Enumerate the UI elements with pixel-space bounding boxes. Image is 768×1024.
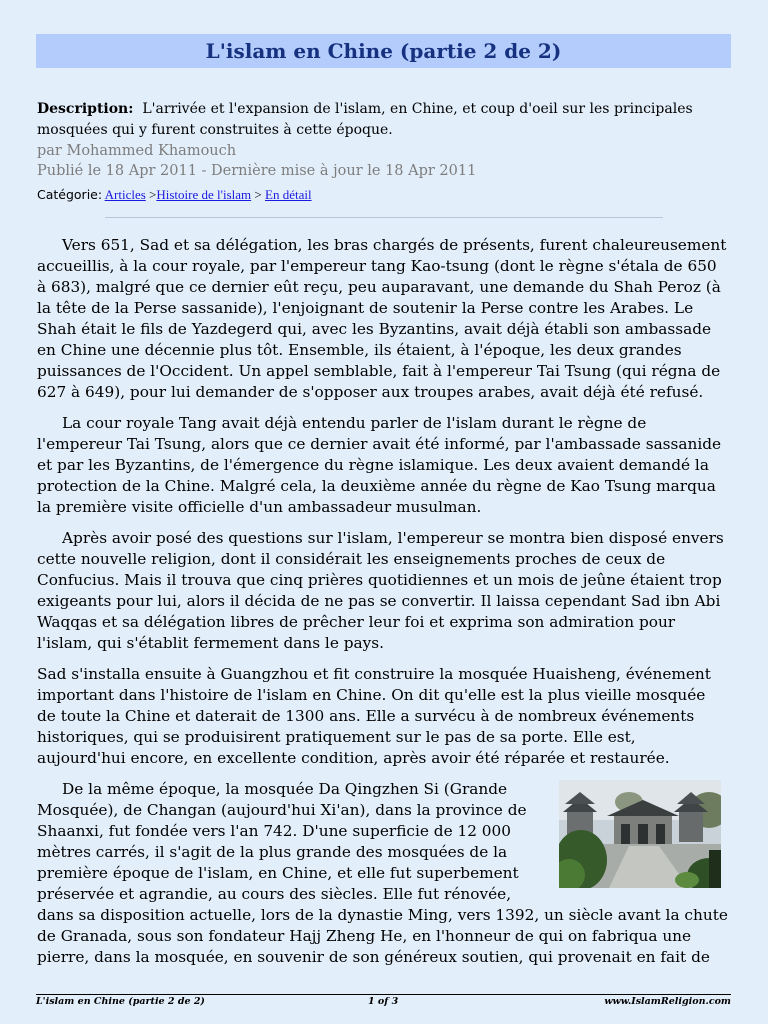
paragraph: La cour royale Tang avait déjà entendu parler de l'islam durant le règne de l'empereur Tai Tsung, alors que ce dernier avait été informé, par l'ambassade sassanide et par les Byzantins, de l'émergence du règne islamique. Les deux avaient demandé la protection de la Chine. Malgré cela, la deuxième année du règne de Kao Tsung marqua la première visite officielle d'un ambassadeur musulman. (37, 414, 722, 516)
paragraph: Vers 651, Sad et sa délégation, les bras chargés de présents, furent chaleureusement accueillis, à la cour royale, par l'empereur tang Kao-tsung (dont le règne s'étala de 650 à 683), malgré que ce dernier eût reçu, peu auparavant, une demande du Shah Peroz (à la tête de la Perse sassanide), l'enjoignant de soutenir la Perse contre les Arabes. Le Shah était le fils de Yazdegerd qui, avec les Byzantins, avait déjà établi son ambassade en Chine une décennie plus tôt. Ensemble, ils étaient, à l'époque, les deux grandes puissances de l'Occident. Un appel semblable, fait à l'empereur Tai Tsung (qui régna de 627 à 649), pour lui demander de s'opposer aux troupes arabes, avait déjà été refusé. (37, 236, 727, 401)
page-footer (36, 996, 731, 1010)
footer-divider (36, 994, 731, 995)
breadcrumb-separator: > (254, 187, 262, 202)
paragraph: Après avoir posé des questions sur l'islam, l'empereur se montra bien disposé envers cette nouvelle religion, dont il considérait les enseignements proches de ceux de Confucius. Mais il trouva que cinq prières quotidiennes et un mois de jeûne étaient trop exigeants pour lui, alors il décida de ne pas se convertir. Il laissa cependant Sad ibn Abi Waqqas et sa délégation libres de prêcher leur foi et exprima son admiration pour l'islam, qui s'établit fermement dans le pays. (37, 529, 724, 652)
article-body (37, 235, 729, 978)
description-text: L'arrivée et l'expansion de l'islam, en Chine, et coup d'oeil sur les principales mosquées qui y furent construites à cette époque. (37, 101, 693, 138)
breadcrumb-link-histoire[interactable]: Histoire de l'islam (156, 187, 252, 202)
footer-website: www.IslamReligion.com (604, 996, 731, 1007)
divider (105, 217, 663, 218)
title-bar (36, 34, 731, 68)
mosque-photo (559, 780, 721, 888)
category-label: Catégorie: (37, 187, 103, 202)
breadcrumb-link-en-detail[interactable]: En détail (265, 187, 312, 202)
footer-title: L'islam en Chine (partie 2 de 2) (36, 996, 205, 1007)
description-label: Description: (37, 101, 134, 117)
paragraph: Sad s'installa ensuite à Guangzhou et fit construire la mosquée Huaisheng, événement important dans l'histoire de l'islam en Chine. On dit qu'elle est la plus vieille mosquée de toute la Chine et daterait de 1300 ans. Elle a survécu à de nombreux événements historiques, qui se produisirent pratiquement sur le pas de sa porte. Elle est, aujourd'hui encore, en excellente condition, après avoir été réparée et restaurée. (37, 665, 711, 767)
breadcrumb-link-articles[interactable]: Articles (104, 187, 146, 202)
description (37, 99, 737, 141)
breadcrumb (37, 185, 737, 205)
breadcrumb-separator: > (149, 187, 157, 202)
article-meta (37, 99, 737, 205)
paragraph: De la même époque, la mosquée Da Qingzhen Si (Grande Mosquée), de Changan (aujourd'hui Xi'an), dans la province de Shaanxi, fut fondée vers l'an 742. D'une superficie de 12 000 mètres carrés, il s'agit de la plus grande des mosquées de la première époque de l'islam, en Chine, et elle fut superbement préservée et agrandie, au cours des siècles. Elle fut rénovée, dans sa disposition actuelle, lors de la dynastie Ming, vers 1392, un siècle avant la chute de Granada, sous son fondateur Hajj Zheng He, en l'honneur de qui on fabriqua une pierre, dans la mosquée, en souvenir de son généreux soutien, qui provenait en fait de (37, 780, 728, 966)
page-title: L'islam en Chine (partie 2 de 2) (205, 39, 562, 63)
page-number: 1 of 3 (368, 996, 399, 1007)
author: par Mohammed Khamouch (37, 143, 237, 159)
publish-date: Publié le 18 Apr 2011 - Dernière mise à jour le 18 Apr 2011 (37, 163, 477, 179)
